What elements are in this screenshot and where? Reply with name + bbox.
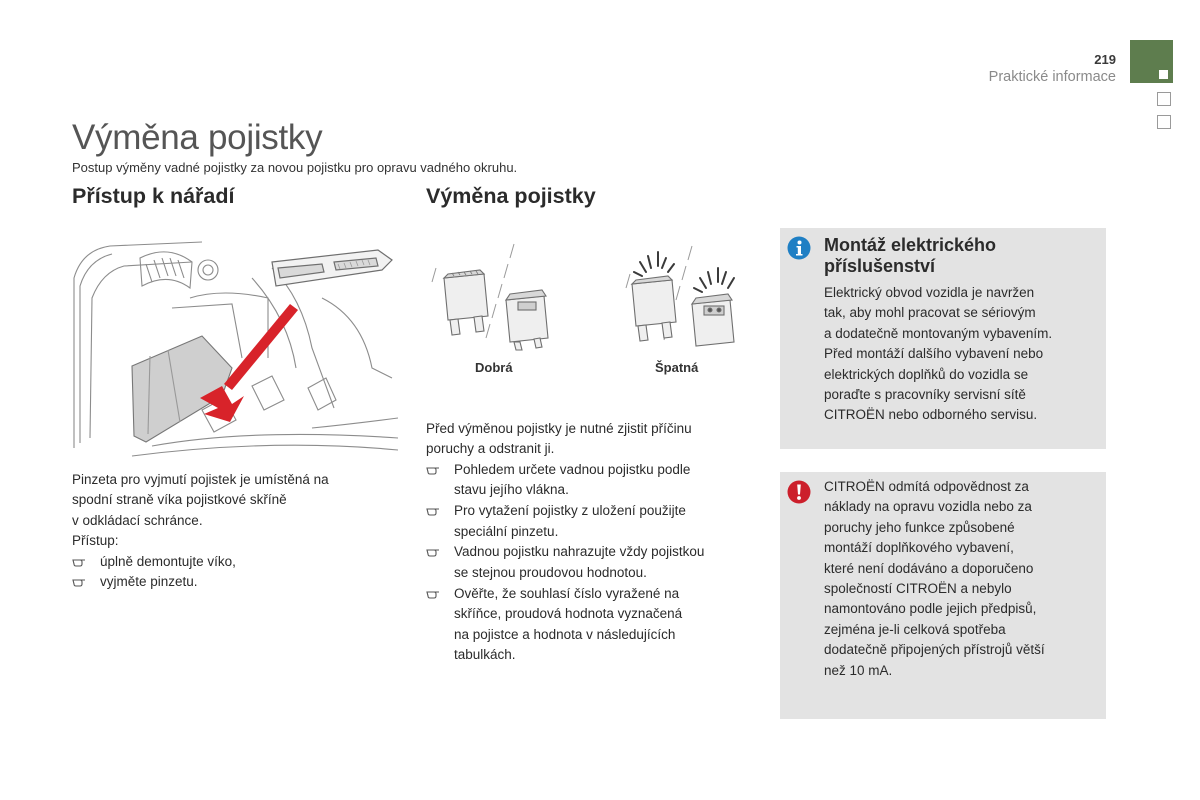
step-line: Pohledem určete vadnou pojistku podle — [454, 461, 691, 477]
page-title: Výměna pojistky — [72, 118, 323, 157]
info-box-title — [824, 235, 1094, 276]
pointing-hand-icon — [426, 504, 440, 516]
info-box-line: poraďte s pracovníky servisní sítě — [824, 387, 1026, 403]
warning-box-line: CITROËN odmítá odpovědnost za — [824, 479, 1029, 494]
bad-fuse-label: Špatná — [655, 360, 699, 375]
warning-box-line: dodatečně připojených přístrojů větší — [824, 642, 1045, 658]
intro-line: poruchy a odstranit ji. — [426, 441, 555, 457]
paragraph-line: v odkládací schránce. — [72, 512, 203, 528]
step-item — [72, 552, 392, 572]
warning-box-line: namontováno podle jejich předpisů, — [824, 601, 1037, 617]
section-name: Praktické informace — [988, 69, 1116, 85]
liability-warning-box — [780, 472, 1106, 719]
warning-box-text — [824, 477, 1094, 681]
page-number: 219 — [1094, 52, 1116, 67]
step-item — [426, 460, 756, 501]
warning-box-line: než 10 mA. — [824, 662, 893, 678]
step-item — [426, 542, 756, 583]
paragraph-line: spodní straně víka pojistkové skříně — [72, 492, 287, 508]
info-box-line: Před montáží dalšího vybavení nebo — [824, 346, 1044, 362]
info-box-line: Elektrický obvod vozidla je navržen — [824, 285, 1035, 300]
electrical-accessories-info-box — [780, 228, 1106, 449]
step-line: na pojistce a hodnota v následujících — [454, 626, 676, 642]
warning-box-line: poruchy jeho funkce způsobené — [824, 519, 1015, 535]
step-text: vyjměte pinzetu. — [100, 574, 198, 590]
warning-box-line: společností CITROËN a nebylo — [824, 581, 1012, 597]
info-box-title-line: příslušenství — [824, 255, 936, 276]
info-box-text — [824, 283, 1094, 426]
step-item — [426, 584, 756, 666]
good-fuse-label: Dobrá — [475, 360, 513, 375]
step-line: se stejnou proudovou hodnotou. — [454, 564, 647, 580]
pointing-hand-icon — [72, 575, 86, 587]
step-line: skříňce, proudová hodnota vyznačená — [454, 606, 683, 622]
info-box-line: tak, aby mohl pracovat se sériovým — [824, 305, 1036, 321]
pointing-hand-icon — [426, 545, 440, 557]
intro-line: Před výměnou pojistky je nutné zjistit příčinu — [426, 421, 692, 436]
warning-box-line: zejména je-li celková spotřeba — [824, 621, 1006, 637]
tweezers-location-illustration — [72, 238, 398, 460]
step-item — [426, 501, 756, 542]
warning-box-line: náklady na opravu vozidla nebo za — [824, 499, 1032, 515]
step-text: úplně demontujte víko, — [100, 553, 236, 569]
tools-access-text — [72, 470, 392, 592]
step-line: speciální pinzetu. — [454, 523, 559, 539]
info-box-line: elektrických doplňků do vozidla se — [824, 366, 1029, 382]
warning-box-line: které není dodáváno a doporučeno — [824, 560, 1034, 576]
chapter-tab-box — [1157, 92, 1171, 106]
exclamation-icon — [787, 480, 811, 504]
good-and-bad-fuses-illustration — [430, 238, 750, 352]
step-item — [72, 572, 392, 592]
pointing-hand-icon — [426, 587, 440, 599]
pointing-hand-icon — [426, 463, 440, 475]
paragraph-line: Pinzeta pro vyjmutí pojistek je umístěná na — [72, 472, 329, 487]
step-line: stavu jejího vlákna. — [454, 482, 569, 498]
info-box-line: CITROËN nebo odborného servisu. — [824, 407, 1038, 423]
fuse-replacement-text — [426, 419, 756, 665]
info-box-line: a dodatečně montovaným vybavením. — [824, 325, 1053, 341]
step-line: tabulkách. — [454, 646, 516, 662]
page-subtitle: Postup výměny vadné pojistky za novou pojistku pro opravu vadného okruhu. — [72, 160, 518, 175]
step-line: Vadnou pojistku nahrazujte vždy pojistkou — [454, 544, 705, 560]
paragraph-line: Přístup: — [72, 533, 119, 549]
pointing-hand-icon — [72, 555, 86, 567]
warning-box-line: montáží doplňkového vybavení, — [824, 540, 1014, 556]
info-icon — [787, 236, 811, 260]
chapter-tab — [1130, 40, 1173, 83]
chapter-tab-marker — [1159, 70, 1168, 79]
fuse-replacement-heading: Výměna pojistky — [426, 184, 596, 208]
chapter-tab-box — [1157, 115, 1171, 129]
page-header — [989, 52, 1116, 86]
step-line: Ověřte, že souhlasí číslo vyražené na — [454, 585, 680, 601]
tools-access-heading: Přístup k nářadí — [72, 184, 235, 208]
step-line: Pro vytažení pojistky z uložení použijte — [454, 503, 686, 519]
info-box-title-line: Montáž elektrického — [824, 235, 997, 255]
